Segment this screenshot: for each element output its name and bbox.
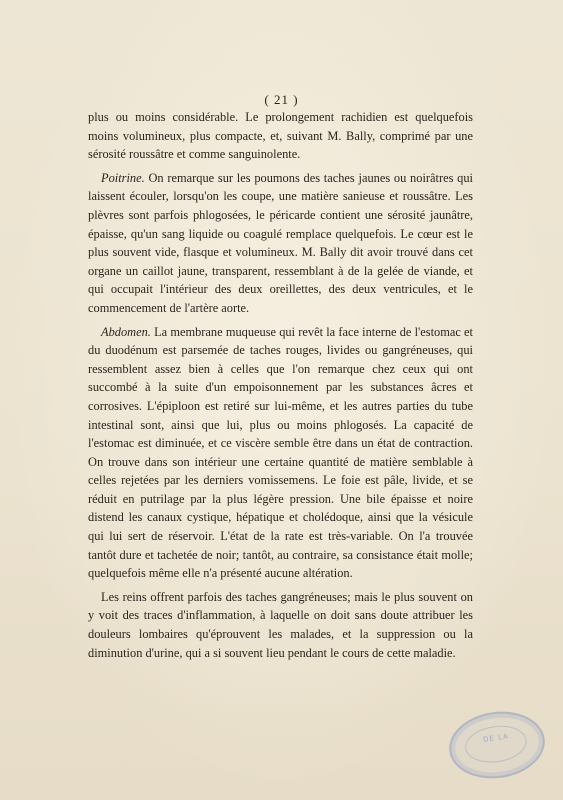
paragraph-continuation <box>88 108 473 164</box>
section-heading-poitrine: Poitrine. <box>101 170 145 185</box>
paragraph-reins <box>88 588 473 662</box>
paragraph-text: plus ou moins considérable. Le prolongement rachidien est quelquefois moins volumineux, plus compacte, et, suivant M. Bally, comprimé par une sérosité roussâtre et comme sanguinolente. <box>88 110 473 162</box>
paragraph-poitrine <box>88 169 473 318</box>
stamp-text: DE LA <box>482 732 510 744</box>
paragraph-abdomen <box>88 323 473 583</box>
body-text <box>88 108 473 667</box>
library-stamp <box>445 706 549 785</box>
paragraph-text: Les reins offrent parfois des taches gangréneuses; mais le plus souvent on y voit des traces d'inflammation, à laquelle on doit sans doute attribuer les douleurs lombaires qu'éprouvent les malades, et la suppression ou la diminution d'urine, qui a si souvent lieu pendant le cours de cette maladie. <box>88 589 473 660</box>
paragraph-text: La membrane muqueuse qui revêt la face interne de l'estomac et du duodénum est parsemée de taches rouges, livides ou gangréneuses, qui ressemblent assez bien à celles que l'on remarque chez ceux qui ont succombé à la suite d'un empoisonnement par les substances âcres et corrosives. L'épiploon est retiré sur lui-même, et les autres parties du tube intestinal sont, ainsi que lui, plus ou moins phlogosés. La capacité de l'estomac est diminuée, et ce viscère semble être dans un état de contraction. On trouve dans son intérieur une certaine quantité de matière semblable à celles rejetées par les derniers vomissemens. Le foie est pâle, livide, et se réduit en putrilage par la plus légère pression. Une bile épaisse et noire distend les canaux cystique, hépatique et cholédoque, ainsi que la vésicule qui lui sert de réservoir. L'état de la rate est très-variable. On l'a trouvée tantôt dure et tachetée de noir; tantôt, au contraire, sa consistance était molle; quelquefois même elle n'a présenté aucune altération. <box>88 324 473 581</box>
paragraph-text: On remarque sur les poumons des taches jaunes ou noirâtres qui laissent écouler, lorsqu'on les coupe, une matière sanieuse et roussâtre. Les plèvres sont parfois phlogosées, le péricarde contient une sérosité jaunâtre, épaisse, qu'un sang liquide ou coagulé remplace quelquefois. Le cœur est le plus souvent vide, flasque et volumineux. M. Bally dit avoir trouvé dans cet organe un caillot jaune, transparent, ressemblant à de la gelée de viande, et qui occupait l'intérieur des deux oreillettes, des deux ventricules, et le commencement de l'artère aorte. <box>88 170 473 315</box>
page-number: ( 21 ) <box>264 92 299 107</box>
section-heading-abdomen: Abdomen. <box>101 324 151 339</box>
